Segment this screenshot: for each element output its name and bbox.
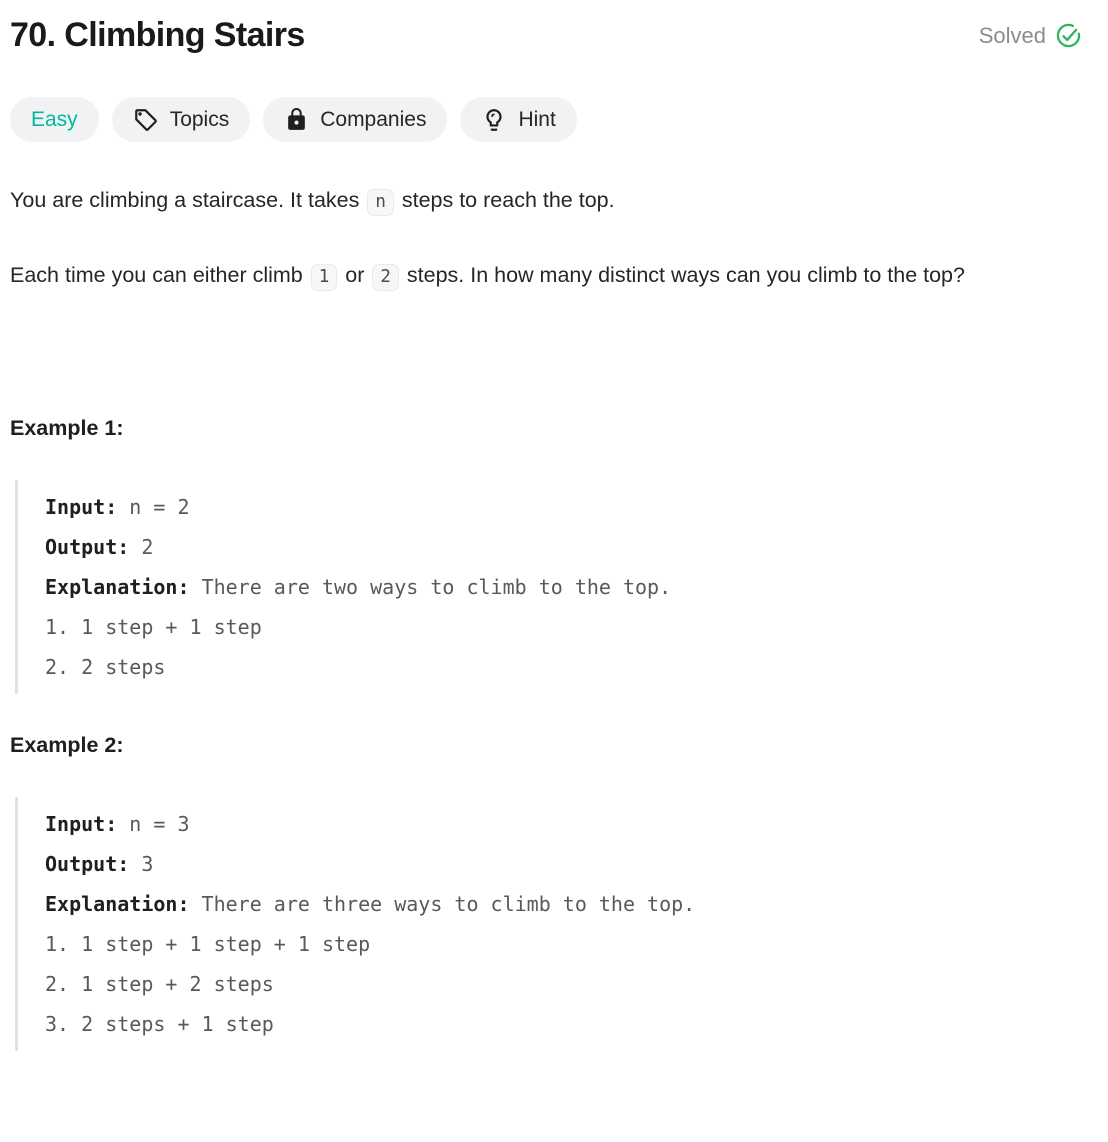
hint-label: Hint (518, 107, 556, 131)
difficulty-label: Easy (31, 107, 78, 131)
problem-description (10, 179, 1084, 1051)
example-line: Input: n = 3 (45, 812, 190, 836)
tag-row (10, 97, 1084, 142)
inline-code: 2 (372, 264, 399, 291)
example-line: Output: 3 (45, 852, 154, 876)
example-line: 2. 2 steps (45, 655, 166, 679)
example-line: 3. 2 steps + 1 step (45, 1012, 274, 1036)
description-paragraph-2: Each time you can either climb 1 or 2 steps. In how many distinct ways can you climb to the top? (10, 254, 1084, 298)
example-line: Input: n = 2 (45, 495, 190, 519)
example-line: Explanation: There are two ways to climb to the top. (45, 575, 672, 599)
description-spacer (10, 329, 1084, 407)
topics-button[interactable] (112, 97, 251, 142)
example-line: 1. 1 step + 1 step (45, 615, 262, 639)
example-line: 2. 1 step + 2 steps (45, 972, 274, 996)
lock-icon (284, 107, 309, 132)
examples-section (10, 407, 1084, 1051)
example-block (15, 480, 1084, 694)
problem-header (10, 16, 1084, 55)
example-block (15, 797, 1084, 1051)
check-circle-icon (1055, 22, 1082, 49)
description-paragraph-1: You are climbing a staircase. It takes n steps to reach the top. (10, 179, 1084, 223)
example-line: 1. 1 step + 1 step + 1 step (45, 932, 371, 956)
inline-code: 1 (311, 264, 338, 291)
example-line: Output: 2 (45, 535, 154, 559)
difficulty-badge[interactable] (10, 97, 99, 142)
topics-label: Topics (169, 107, 230, 131)
example-heading: Example 2: (10, 733, 124, 757)
example-heading: Example 1: (10, 416, 124, 440)
inline-code: n (367, 189, 394, 216)
companies-button[interactable] (263, 97, 447, 142)
lightbulb-icon (481, 107, 507, 133)
example-line: Explanation: There are three ways to climb to the top. (45, 892, 696, 916)
hint-button[interactable] (460, 97, 576, 142)
problem-title: 70. Climbing Stairs (10, 16, 305, 54)
companies-label: Companies (320, 107, 427, 131)
status-badge (979, 22, 1084, 49)
status-label: Solved (978, 22, 1046, 48)
tag-icon (133, 107, 159, 133)
